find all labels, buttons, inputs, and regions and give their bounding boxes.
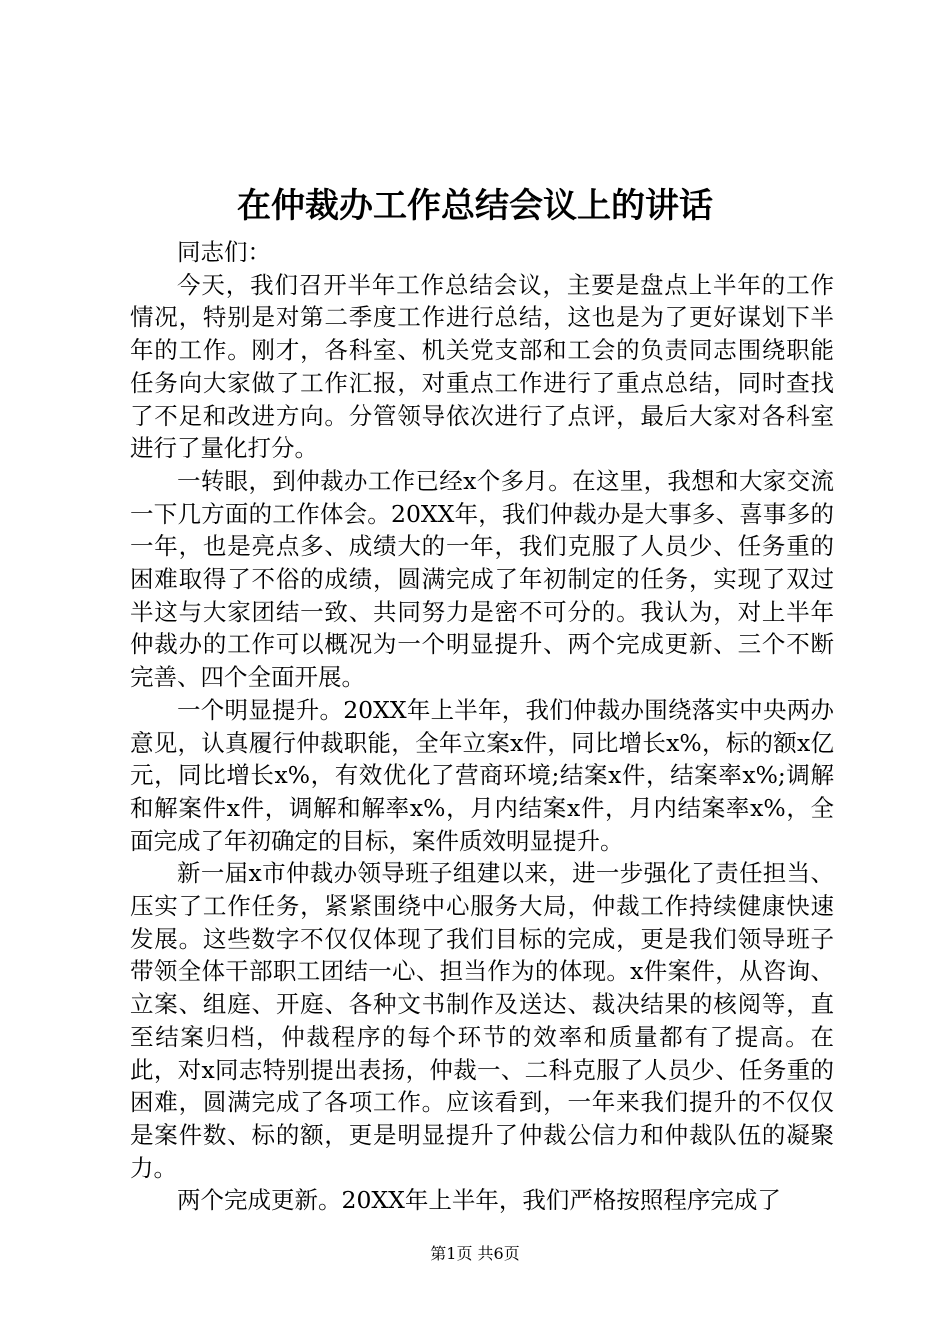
paragraph-greeting: 同志们： — [177, 238, 271, 266]
document-body — [130, 236, 834, 1217]
document-title: 在仲裁办工作总结会议上的讲话 — [237, 186, 713, 226]
paragraph-1: 今天，我们召开半年工作总结会议，主要是盘点上半年的工作情况，特别是对第二季度工作进行总结，这也是为了更好谋划下半年的工作。刚才，各科室、机关党支部和工会的负责同志围绕职能任务向大家做了工作汇报，对重点工作进行了重点总结，同时查找了不足和改进方向。分管领导依次进行了点评，最后大家对各科室进行了量化打分。 — [130, 270, 834, 463]
page-number: 第1页 共6页 — [430, 1244, 520, 1263]
paragraph-5: 两个完成更新。20XX年上半年，我们严格按照程序完成了 — [177, 1186, 781, 1215]
paragraph-4: 新一届x市仲裁办领导班子组建以来，进一步强化了责任担当、压实了工作任务，紧紧围绕中心服务大局，仲裁工作持续健康快速发展。这些数字不仅仅体现了我们目标的完成，更是我们领导班子带领全体干部职工团结一心、担当作为的体现。x件案件，从咨询、立案、组庭、开庭、各种文书制作及送达、裁决结果的核阅等，直至结案归档，仲裁程序的每个环节的效率和质量都有了提高。在此，对x同志特别提出表扬，仲裁一、二科克服了人员少、任务重的困难，圆满完成了各项工作。应该看到，一年来我们提升的不仅仅是案件数、标的额，更是明显提升了仲裁公信力和仲裁队伍的凝聚力。 — [130, 859, 834, 1182]
paragraph-3: 一个明显提升。20XX年上半年，我们仲裁办围绕落实中央两办意见，认真履行仲裁职能，全年立案x件，同比增长x%，标的额x亿元，同比增长x%，有效优化了营商环境;结案x件，结案率x%;调解和解案件x件，调解和解率x%，月内结案x件，月内结案率x%，全面完成了年初确定的目标，案件质效明显提升。 — [130, 695, 834, 855]
paragraph-2: 一转眼，到仲裁办工作已经x个多月。在这里，我想和大家交流一下几方面的工作体会。20XX年，我们仲裁办是大事多、喜事多的一年，也是亮点多、成绩大的一年，我们克服了人员少、任务重的困难取得了不俗的成绩，圆满完成了年初制定的任务，实现了双过半这与大家团结一致、共同努力是密不可分的。我认为，对上半年仲裁办的工作可以概况为一个明显提升、两个完成更新、三个不断完善、四个全面开展。 — [130, 466, 834, 692]
